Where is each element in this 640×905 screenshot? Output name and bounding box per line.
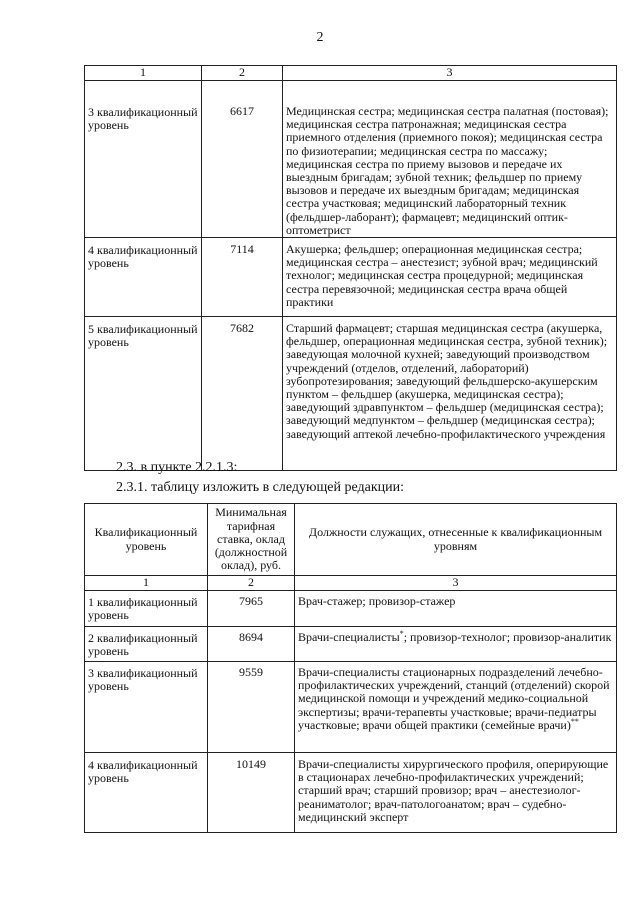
positions-cell: Врач-стажер; провизор-стажер — [295, 591, 617, 627]
table-row — [85, 753, 617, 833]
rate-cell: 7682 — [202, 317, 283, 471]
rate-cell: 7965 — [208, 591, 295, 627]
paragraph-2-3-1: 2.3.1. таблицу изложить в следующей редакции: — [116, 480, 405, 495]
level-cell: 3 квалификационный уровень — [85, 81, 202, 238]
page-number: 2 — [316, 30, 324, 45]
header-rate: Минимальная тарифная ставка, оклад (должностной оклад), руб. — [208, 504, 295, 576]
column-numbers-row — [85, 576, 617, 591]
table-row — [85, 627, 617, 662]
positions-cell: Старший фармацевт; старшая медицинская сестра (акушерка, фельдшер, операционная медицинская сестра, зубной техник); заведующая молочной кухней; заведующий производством учреждений (отделов, отделений, лабораторий) зубопротезирования; заведующий фельдшерско-акушерским пунктом – фельдшер (акушерка, медицинская сестра); заведующий здравпунктом – фельдшер (медицинская сестра); заведующий медпунктом – фельдшер (медицинская сестра); заведующий аптекой лечебно-профилактического учреждения — [283, 317, 617, 471]
level-cell: 3 квалификационный уровень — [85, 662, 208, 753]
positions-text: Врачи-специалисты — [298, 630, 400, 644]
table-row — [85, 662, 617, 753]
column-number: 1 — [85, 576, 208, 591]
table-qualification-levels-new — [84, 503, 617, 833]
table-header-row — [85, 504, 617, 576]
rate-cell: 9559 — [208, 662, 295, 753]
header-positions: Должности служащих, отнесенные к квалификационным уровням — [295, 504, 617, 576]
level-cell: 4 квалификационный уровень — [85, 753, 208, 833]
level-cell: 2 квалификационный уровень — [85, 627, 208, 662]
positions-text: ; провизор-технолог; провизор-аналитик — [403, 630, 612, 644]
header-level: Квалификационный уровень — [85, 504, 208, 576]
level-cell: 5 квалификационный уровень — [85, 317, 202, 471]
rate-cell: 8694 — [208, 627, 295, 662]
positions-cell — [295, 662, 617, 753]
rate-cell: 7114 — [202, 238, 283, 317]
positions-cell — [295, 627, 617, 662]
column-number: 2 — [208, 576, 295, 591]
table-row — [85, 81, 617, 238]
column-number: 2 — [202, 66, 283, 81]
table-qualification-levels-continued — [84, 65, 617, 471]
positions-cell: Медицинская сестра; медицинская сестра палатная (постовая); медицинская сестра патронажная; медицинская сестра приемного отделения (приемного покоя); медицинская сестра по физиотерапии; медицинская сестра по массажу; медицинская сестра по приему вызовов и передаче их выездным бригадам; зубной техник; фельдшер по приему вызовов и передаче их выездным бригадам; медицинская сестра участковая; медицинский лабораторный техник (фельдшер-лаборант); фармацевт; медицинский оптик-оптометрист — [283, 81, 617, 238]
footnote-mark: ** — [570, 716, 579, 726]
footnote-mark: * — [399, 629, 404, 638]
table-row — [85, 591, 617, 627]
level-cell: 1 квалификационный уровень — [85, 591, 208, 627]
table-row — [85, 238, 617, 317]
level-cell: 4 квалификационный уровень — [85, 238, 202, 317]
column-numbers-row — [85, 66, 617, 81]
rate-cell: 10149 — [208, 753, 295, 833]
paragraph-2-3: 2.3. в пункте 2.2.1.3: — [116, 460, 238, 475]
table-row — [85, 317, 617, 471]
positions-cell: Врачи-специалисты хирургического профиля, оперирующие в стационарах лечебно-профилактических учреждений; старший врач; старший провизор; врач – анестезиолог-реаниматолог; врач-патологоанатом; врач – судебно-медицинский эксперт — [295, 753, 617, 833]
column-number: 1 — [85, 66, 202, 81]
column-number: 3 — [283, 66, 617, 81]
rate-cell: 6617 — [202, 81, 283, 238]
column-number: 3 — [295, 576, 617, 591]
positions-text: Врачи-специалисты стационарных подразделений лечебно-профилактических учреждений, станций (отделений) скорой медицинской помощи и учреждений медико-социальной экспертизы; врачи-терапевты участковые; врачи-педиатры участковые; врачи общей практики (семейные врачи) — [298, 665, 610, 732]
positions-cell: Акушерка; фельдшер; операционная медицинская сестра; медицинская сестра – анестезист; зубной врач; медицинский технолог; медицинская сестра процедурной; медицинская сестра перевязочной; медицинская сестра врача общей практики — [283, 238, 617, 317]
